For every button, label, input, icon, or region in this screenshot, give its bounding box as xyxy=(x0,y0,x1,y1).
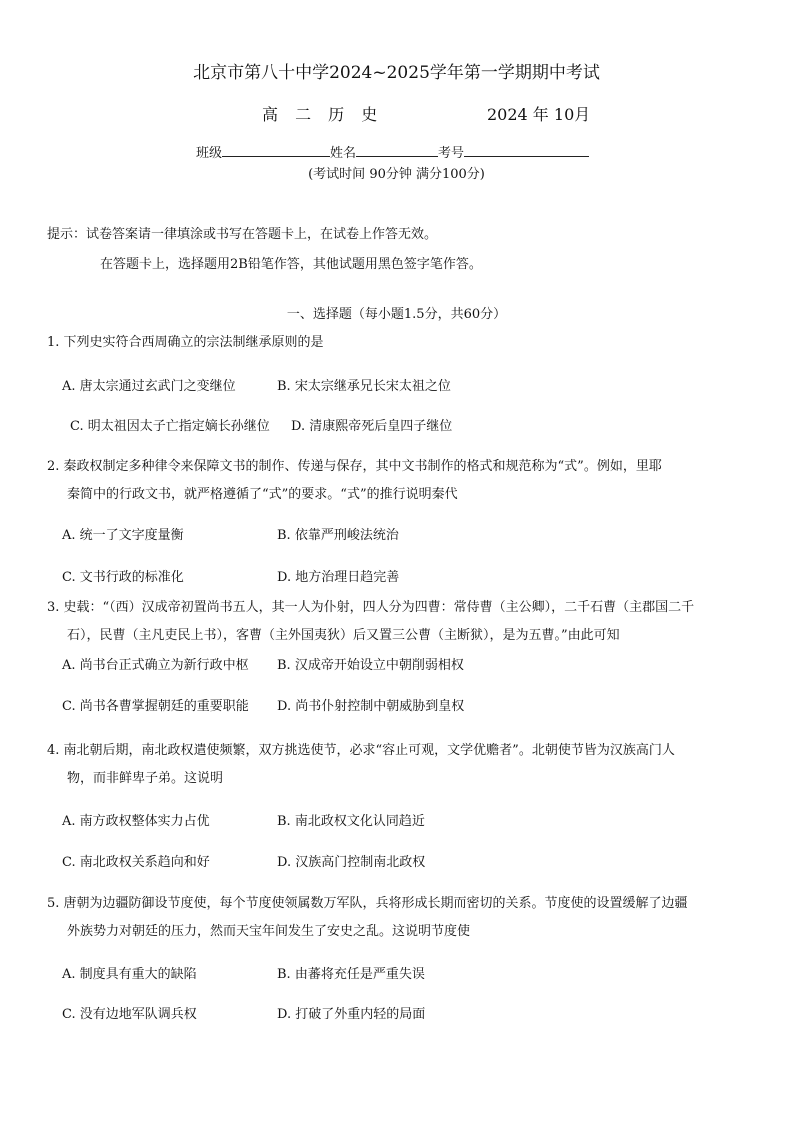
question-4-stem-line-2: 物，而非鲜卑子弟。这说明 xyxy=(67,771,224,786)
exam-date: 2024 年 10月 xyxy=(487,105,591,124)
question-2-option-a[interactable]: A. 统一了文字度量衡 xyxy=(62,528,184,543)
question-5-option-d[interactable]: D. 打破了外重内轻的局面 xyxy=(277,1007,426,1022)
question-3-option-c[interactable]: C. 尚书各曹掌握朝廷的重要职能 xyxy=(62,699,249,714)
question-5-option-b[interactable]: B. 由蕃将充任是严重失误 xyxy=(277,967,425,982)
exam-title: 北京市第八十中学2024~2025学年第一学期期中考试 xyxy=(193,63,600,83)
class-blank[interactable] xyxy=(222,144,330,157)
question-2-option-c[interactable]: C. 文书行政的标准化 xyxy=(62,570,184,585)
question-5-stem-line-2: 外族势力对朝廷的压力，然而天宝年间发生了安史之乱。这说明节度使 xyxy=(67,924,471,939)
question-5-stem-line-1: 5. 唐朝为边疆防御设节度使，每个节度使领属数万军队，兵将形成长期而密切的关系。节度使的设置缓解了边疆 xyxy=(47,896,688,911)
question-2-stem-line-2: 秦简中的行政文书，就严格遵循了“式”的要求。“式”的推行说明秦代 xyxy=(67,487,458,502)
question-1-option-d[interactable]: D. 清康熙帝死后皇四子继位 xyxy=(291,419,453,434)
class-label: 班级 xyxy=(196,146,223,161)
question-1-option-c[interactable]: C. 明太祖因太子亡指定嫡长孙继位 xyxy=(70,419,270,434)
student-info-row xyxy=(196,142,589,161)
question-2-option-b[interactable]: B. 依靠严刑峻法统治 xyxy=(277,528,399,543)
section-title: 一、选择题（每小题1.5分，共60分） xyxy=(286,307,507,322)
question-3-option-d[interactable]: D. 尚书仆射控制中朝威胁到皇权 xyxy=(277,699,465,714)
question-5-option-a[interactable]: A. 制度具有重大的缺陷 xyxy=(62,967,197,982)
question-1-option-b[interactable]: B. 宋太宗继承兄长宋太祖之位 xyxy=(277,379,451,394)
question-5-option-c[interactable]: C. 没有边地军队调兵权 xyxy=(62,1007,197,1022)
notice-line-2: 在答题卡上，选择题用2B铅笔作答，其他试题用黑色签字笔作答。 xyxy=(100,257,482,272)
question-1-stem: 1. 下列史实符合西周确立的宗法制继承原则的是 xyxy=(47,335,324,350)
exam-time: (考试时间 90分钟 满分100分) xyxy=(308,167,485,182)
question-3-stem-line-2: 石），民曹（主凡吏民上书），客曹（主外国夷狄）后又置三公曹（主断狱），是为五曹。”由此可知 xyxy=(67,628,620,643)
name-blank[interactable] xyxy=(356,144,438,157)
id-blank[interactable] xyxy=(464,144,589,157)
name-label: 姓名 xyxy=(330,146,357,161)
question-3-option-b[interactable]: B. 汉成帝开始设立中朝削弱相权 xyxy=(277,658,464,673)
question-4-stem-line-1: 4. 南北朝后期，南北政权遣使频繁，双方挑选使节，必求“容止可观，文学优赡者”。北朝使节皆为汉族高门人 xyxy=(47,743,675,758)
question-3-stem-line-1: 3. 史载：“（西）汉成帝初置尚书五人，其一人为仆射，四人分为四曹：常侍曹（主公卿），二千石曹（主郡国二千 xyxy=(47,600,695,615)
question-3-option-a[interactable]: A. 尚书台正式确立为新行政中枢 xyxy=(62,658,249,673)
question-4-option-c[interactable]: C. 南北政权关系趋向和好 xyxy=(62,855,210,870)
question-4-option-a[interactable]: A. 南方政权整体实力占优 xyxy=(62,814,210,829)
question-1-option-a[interactable]: A. 唐太宗通过玄武门之变继位 xyxy=(62,379,236,394)
question-4-option-d[interactable]: D. 汉族高门控制南北政权 xyxy=(277,855,426,870)
notice-line-1: 提示：试卷答案请一律填涂或书写在答题卡上，在试卷上作答无效。 xyxy=(47,227,438,242)
question-2-stem-line-1: 2. 秦政权制定多种律令来保障文书的制作、传递与保存，其中文书制作的格式和规范称为“式”。例如，里耶 xyxy=(47,459,662,474)
id-label: 考号 xyxy=(438,146,465,161)
question-2-option-d[interactable]: D. 地方治理日趋完善 xyxy=(277,570,400,585)
exam-subject: 高 二 历 史 xyxy=(262,105,384,124)
question-4-option-b[interactable]: B. 南北政权文化认同趋近 xyxy=(277,814,425,829)
